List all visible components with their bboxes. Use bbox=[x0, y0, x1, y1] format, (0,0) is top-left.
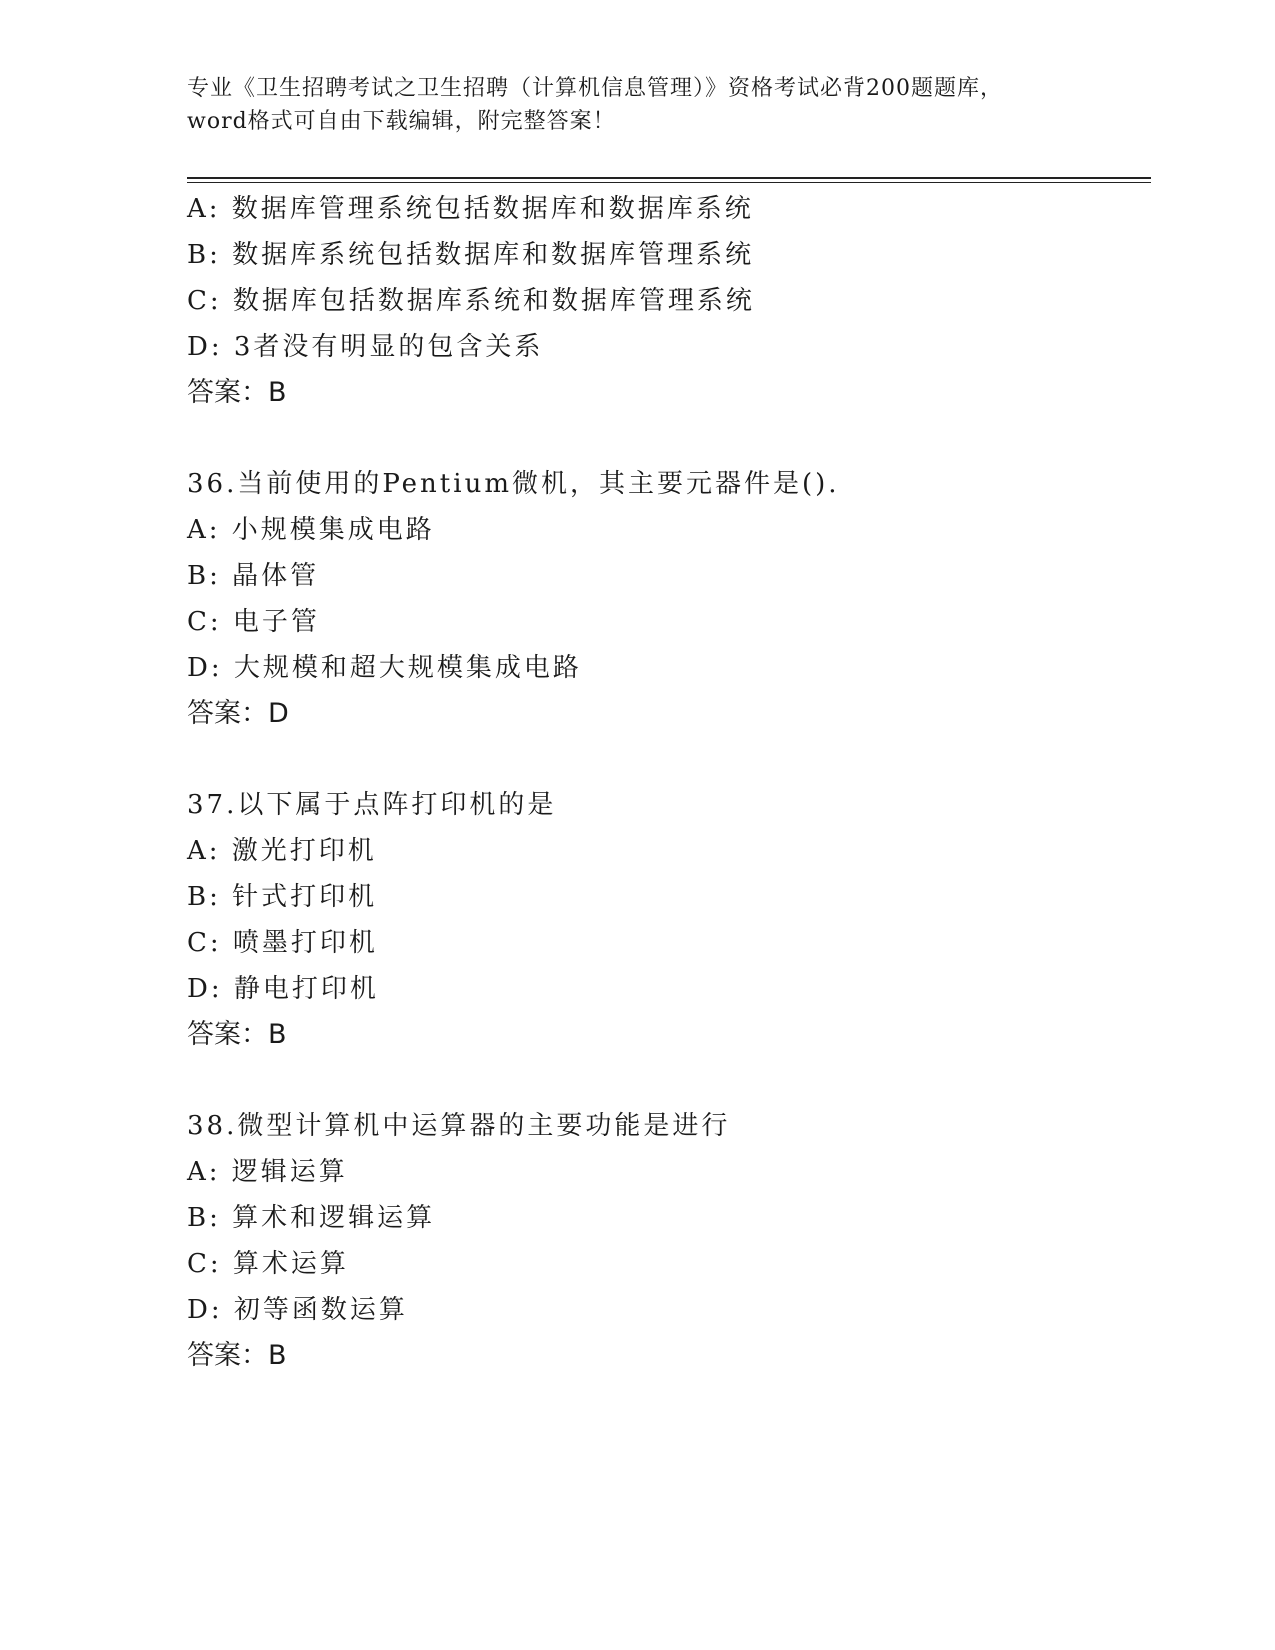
answer-line: 答案：B bbox=[187, 1340, 287, 1371]
answer-line: 答案：D bbox=[187, 698, 289, 729]
option-d: D: 3者没有明显的包含关系 bbox=[187, 332, 544, 362]
option-c: C: 数据库包括数据库系统和数据库管理系统 bbox=[187, 286, 755, 316]
question-block-37 bbox=[187, 782, 1147, 1058]
question-text: 37.以下属于点阵打印机的是 bbox=[187, 790, 557, 820]
header-divider-thin bbox=[187, 182, 1151, 183]
question-list bbox=[187, 186, 1147, 1379]
option-a: A: 逻辑运算 bbox=[187, 1157, 348, 1187]
question-block-36 bbox=[187, 461, 1147, 737]
option-d: D: 初等函数运算 bbox=[187, 1295, 408, 1325]
question-spacer bbox=[187, 737, 1147, 782]
option-c: C: 算术运算 bbox=[187, 1249, 349, 1279]
option-c: C: 电子管 bbox=[187, 607, 320, 637]
header-line-1: 专业《卫生招聘考试之卫生招聘（计算机信息管理）》资格考试必背200题题库， bbox=[187, 76, 1003, 101]
option-d: D: 大规模和超大规模集成电路 bbox=[187, 653, 582, 683]
option-b: B: 数据库系统包括数据库和数据库管理系统 bbox=[187, 240, 755, 270]
option-b: B: 针式打印机 bbox=[187, 882, 378, 912]
document-header bbox=[187, 72, 1087, 138]
option-b: B: 晶体管 bbox=[187, 561, 320, 591]
option-d: D: 静电打印机 bbox=[187, 974, 379, 1004]
option-a: A: 激光打印机 bbox=[187, 836, 377, 866]
question-text: 36.当前使用的Pentium微机，其主要元器件是(). bbox=[187, 469, 840, 499]
option-a: A: 数据库管理系统包括数据库和数据库系统 bbox=[187, 194, 754, 224]
question-text: 38.微型计算机中运算器的主要功能是进行 bbox=[187, 1111, 731, 1141]
answer-line: 答案：B bbox=[187, 377, 287, 408]
option-b: B: 算术和逻辑运算 bbox=[187, 1203, 436, 1233]
header-line-2: word格式可自由下载编辑，附完整答案！ bbox=[187, 109, 616, 134]
header-divider-thick bbox=[187, 177, 1151, 179]
question-spacer bbox=[187, 1058, 1147, 1103]
question-spacer bbox=[187, 416, 1147, 461]
option-a: A: 小规模集成电路 bbox=[187, 515, 435, 545]
option-c: C: 喷墨打印机 bbox=[187, 928, 378, 958]
question-block-38 bbox=[187, 1103, 1147, 1379]
answer-line: 答案：B bbox=[187, 1019, 287, 1050]
question-block-35 bbox=[187, 186, 1147, 416]
